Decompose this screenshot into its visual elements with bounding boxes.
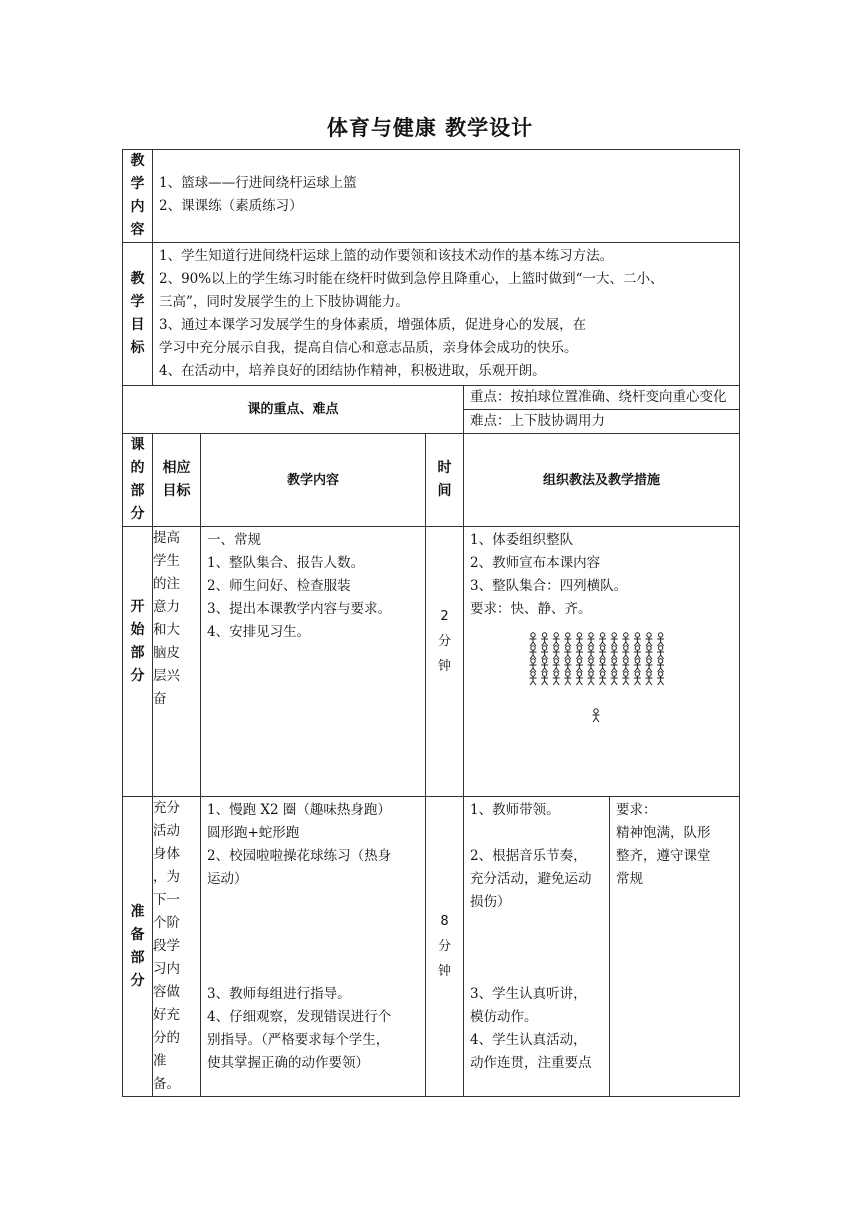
header-content: 教学内容 [201, 434, 426, 527]
student-figure [622, 659, 629, 672]
goal-line: 1、学生知道行进间绕杆运球上篮的动作要领和该技术动作的基本练习方法。 [159, 248, 614, 264]
requirement-line: 整齐，遵守课堂 [616, 848, 711, 864]
student-figure [599, 646, 606, 659]
page-title: 体育与健康 教学设计 [326, 116, 534, 140]
key-points-row [123, 386, 740, 410]
prep-content-line: 别指导。（严格要求每个学生， [207, 1032, 390, 1048]
start-part-row [123, 527, 740, 797]
student-figure [634, 672, 641, 685]
header-time: 时 间 [426, 434, 464, 527]
start-content-line: 4、安排见习生。 [207, 624, 311, 640]
student-figure [646, 633, 653, 646]
prep-part-label: 准 备 部 分 [123, 797, 153, 1097]
student-figure [588, 659, 595, 672]
content-row [123, 150, 740, 243]
header-part: 课 的 部 分 [123, 434, 153, 527]
student-figure [553, 659, 560, 672]
header-method: 组织教法及教学措施 [464, 434, 740, 527]
student-figure [657, 659, 664, 672]
goal-line: 三高”，同时发展学生的上下肢协调能力。 [159, 294, 409, 310]
student-figure [553, 646, 560, 659]
student-figure [541, 672, 548, 685]
student-figure [657, 646, 664, 659]
student-figure [611, 672, 618, 685]
prep-method-line: 3、学生认真听讲， [470, 986, 587, 1002]
student-figure [576, 646, 583, 659]
goal-line: 学习中充分展示自我，提高自信心和意志品质，亲身体会成功的快乐。 [159, 340, 578, 356]
student-figure [646, 646, 653, 659]
student-figure [564, 633, 571, 646]
start-part-goal: 提高 学生 的注 意力 和大 脑皮 层兴 奋 [153, 527, 201, 797]
content-line: 2、课课练（素质练习） [159, 198, 303, 214]
prep-content-line: 运动） [207, 871, 248, 887]
prep-method-line: 模仿动作。 [470, 1009, 538, 1025]
start-method-line: 1、体委组织整队 [470, 532, 574, 548]
student-figure [564, 659, 571, 672]
focus-point: 重点：按拍球位置准确、绕杆变向重心变化 [464, 386, 740, 410]
goals-row [123, 243, 740, 386]
student-figure [553, 633, 560, 646]
student-figure [576, 672, 583, 685]
requirement-line: 精神饱满，队形 [616, 825, 711, 841]
requirement-line: 常规 [616, 871, 643, 887]
column-header-row [123, 434, 740, 527]
student-figure [634, 633, 641, 646]
student-figure [541, 633, 548, 646]
goals-section-label: 教 学 目 标 [123, 243, 153, 386]
content-line: 1、篮球——行进间绕杆运球上篮 [159, 175, 357, 191]
difficulty-point: 难点：上下肢协调用力 [464, 410, 740, 434]
start-method-line: 2、教师宣布本课内容 [470, 555, 601, 571]
prep-method-line: 动作连贯，注重要点 [470, 1055, 592, 1071]
lesson-plan-table [122, 149, 740, 1097]
prep-part-goal: 充分 活动 身体 ，为 下一 个阶 段学 习内 容做 好充 分的 准 备。 [153, 797, 201, 1097]
student-figure [541, 646, 548, 659]
start-part-label: 开 始 部 分 [123, 527, 153, 797]
start-content-line: 一、常规 [207, 532, 261, 548]
student-figure [564, 672, 571, 685]
student-figure [657, 672, 664, 685]
prep-part-requirement [610, 797, 740, 1097]
student-figure [564, 646, 571, 659]
student-figure [530, 672, 537, 685]
start-part-content [201, 527, 426, 797]
prep-method-line: 充分活动，避免运动 [470, 871, 592, 887]
prep-content-line: 3、教师每组进行指导。 [207, 986, 351, 1002]
prep-part-content [201, 797, 426, 1097]
student-figure [622, 633, 629, 646]
header-goal: 相应 目标 [153, 434, 201, 527]
student-figure [588, 633, 595, 646]
teacher-figure [593, 709, 600, 722]
goal-line: 2、90%以上的学生练习时能在绕杆时做到急停且降重心，上篮时做到“一大、二小、 [159, 271, 664, 287]
student-figure [599, 659, 606, 672]
prep-part-row [123, 797, 740, 1097]
student-figure [646, 659, 653, 672]
student-figure [611, 659, 618, 672]
goals-section-body [153, 243, 740, 386]
prep-method-line: 损伤） [470, 894, 511, 910]
student-figure [588, 672, 595, 685]
start-method-line: 3、整队集合：四列横队。 [470, 578, 628, 594]
start-method-line: 要求：快、静、齐。 [470, 601, 592, 617]
formation-diagram [526, 629, 676, 729]
goal-line: 3、通过本课学习发展学生的身体素质，增强体质，促进身心的发展，在 [159, 317, 587, 333]
student-figure [530, 659, 537, 672]
student-figure [588, 646, 595, 659]
start-content-line: 1、整队集合、报告人数。 [207, 555, 365, 571]
student-figure [541, 659, 548, 672]
content-section-label: 教 学 内 容 [123, 150, 153, 243]
prep-method-line: 4、学生认真活动， [470, 1032, 587, 1048]
student-figure [611, 633, 618, 646]
student-figure [634, 659, 641, 672]
student-figure [553, 672, 560, 685]
prep-content-line: 4、仔细观察，发现错误进行个 [207, 1009, 392, 1025]
prep-method-line: 2、根据音乐节奏， [470, 848, 587, 864]
student-figure [576, 659, 583, 672]
student-figure [657, 633, 664, 646]
student-figure [634, 646, 641, 659]
goal-line: 4、在活动中，培养良好的团结协作精神，积极进取，乐观开朗。 [159, 363, 546, 379]
start-part-time: 2 分 钟 [426, 527, 464, 797]
student-figure [646, 672, 653, 685]
key-points-label: 课的重点、难点 [123, 386, 464, 434]
content-section-body [153, 150, 740, 243]
prep-content-line: 2、校园啦啦操花球练习（热身 [207, 848, 392, 864]
prep-content-line: 1、慢跑 X2 圈（趣味热身跑） [207, 802, 391, 818]
start-part-method [464, 527, 740, 797]
student-figure [622, 672, 629, 685]
student-figure [530, 646, 537, 659]
start-content-line: 3、提出本课教学内容与要求。 [207, 601, 392, 617]
prep-content-line: 使其掌握正确的动作要领） [207, 1055, 369, 1071]
student-figure [599, 672, 606, 685]
prep-part-method [464, 797, 610, 1097]
student-figure [576, 633, 583, 646]
student-figure [622, 646, 629, 659]
student-figure [530, 633, 537, 646]
student-figure [611, 646, 618, 659]
student-figure [599, 633, 606, 646]
requirement-line: 要求： [616, 802, 657, 818]
prep-method-line: 1、教师带领。 [470, 802, 560, 818]
prep-part-time: 8 分 钟 [426, 797, 464, 1097]
prep-content-line: 圆形跑+蛇形跑 [207, 825, 300, 841]
start-content-line: 2、师生问好、检查服装 [207, 578, 351, 594]
